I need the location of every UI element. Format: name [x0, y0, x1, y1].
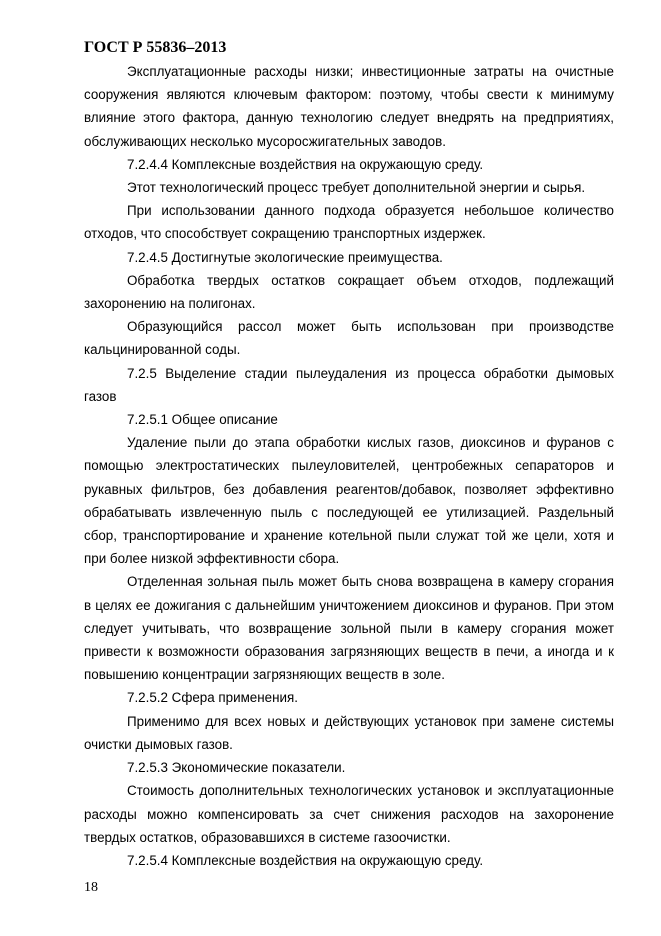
heading-7-2-5-3: 7.2.5.3 Экономические показатели. [127, 760, 346, 776]
document-body [84, 60, 614, 872]
paragraph-solid-residue: Обработка твердых остатков сокращает объем отходов, подлежащий захоронению на полигонах. [84, 272, 614, 312]
heading-7-2-5: 7.2.5 Выделение стадии пылеудаления из процесса обработки дымовых газов [84, 365, 614, 404]
heading-7-2-5-2: 7.2.5.2 Сфера применения. [127, 690, 298, 706]
heading-7-2-5-4: 7.2.5.4 Комплексные воздействия на окружающую среду. [127, 852, 484, 868]
heading-7-2-4-5: 7.2.4.5 Достигнутые экологические преимущества. [127, 249, 443, 265]
paragraph-dust-removal: Удаление пыли до этапа обработки кислых газов, диоксинов и фуранов с помощью электростатических пылеуловителей, центробежных сепараторов и рукавных фильтров, без добавления реагентов/добавок, позволяет эффективно обрабатывать извлеченную пыль с последующей ее утилизацией. Раздельный сбор, транспортирование и хранение котельной пыли служат той же цели, хотя и при более низкой эффективности сбора. [84, 435, 614, 567]
page-number: 18 [84, 880, 98, 895]
paragraph-applicability: Применимо для всех новых и действующих установок при замене системы очистки дымовых газов. [84, 713, 614, 752]
paragraph-brine: Образующийся рассол может быть использован при производстве кальцинированной соды. [84, 319, 614, 358]
heading-7-2-4-4: 7.2.4.4 Комплексные воздействия на окружающую среду. [127, 156, 484, 172]
paragraph-small-waste: При использовании данного подхода образуется небольшое количество отходов, что способствует сокращению транспортных издержек. [84, 203, 614, 242]
paragraph-energy-requirement: Этот технологический процесс требует дополнительной энергии и сырья. [127, 180, 586, 196]
paragraph-fly-ash-return: Отделенная зольная пыль может быть снова возвращена в камеру сгорания в целях ее дожигания с дальнейшим уничтожением диоксинов и фуранов. При этом следует учитывать, что возвращение зольной пыли в камеру сгорания может привести к возможности образования загрязняющих веществ в печи, а иногда и к повышению концентрации загрязняющих веществ в золе. [84, 574, 614, 683]
heading-7-2-5-1: 7.2.5.1 Общее описание [127, 412, 278, 428]
paragraph-operating-costs: Эксплуатационные расходы низки; инвестиционные затраты на очистные сооружения являются ключевым фактором: поэтому, чтобы свести к минимуму влияние этого фактора, данную технологию следует внедрять на предприятиях, обслуживающих несколько мусоросжигательных заводов. [84, 64, 614, 149]
standard-code-header: ГОСТ Р 55836–2013 [84, 39, 227, 56]
paragraph-cost-compensation: Стоимость дополнительных технологических установок и эксплуатационные расходы можно компенсировать за счет снижения расходов на захоронение твердых остатков, образовавшихся в системе газоочистки. [84, 783, 614, 845]
